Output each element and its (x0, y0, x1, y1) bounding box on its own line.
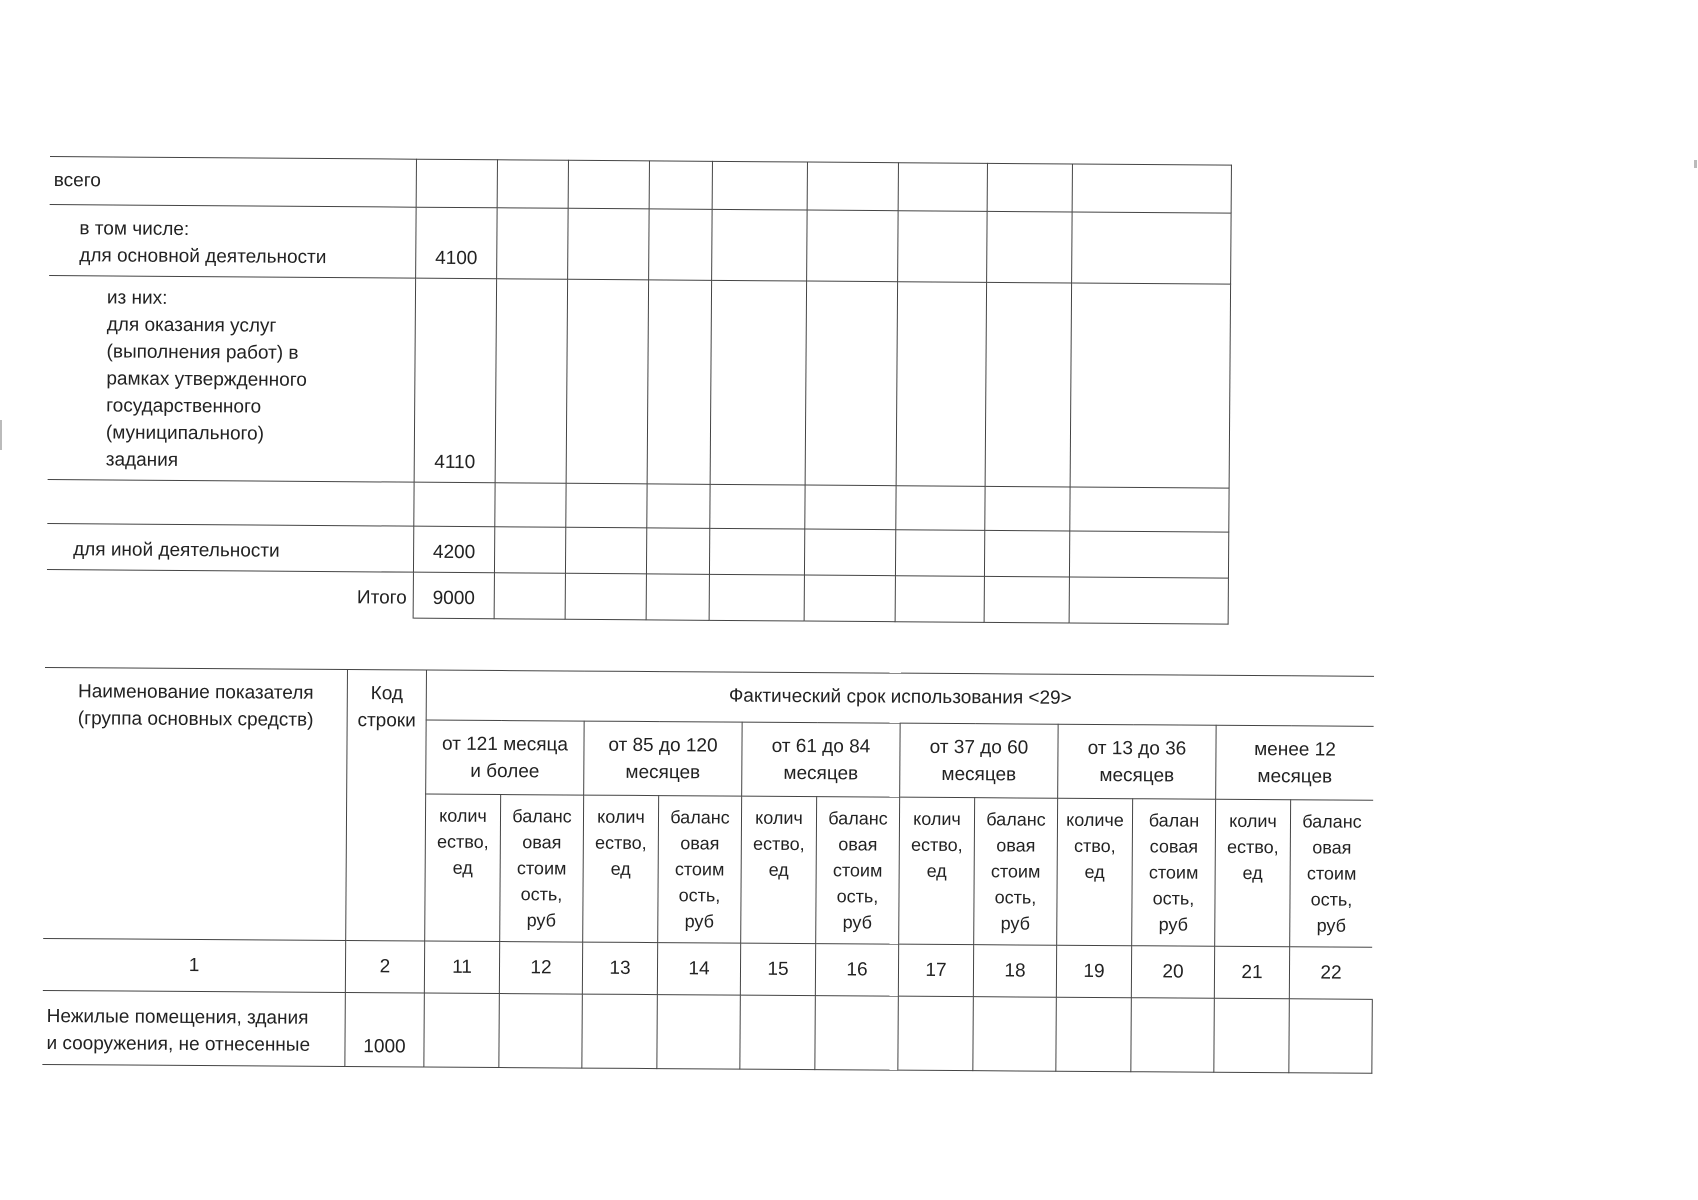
column-number: 14 (657, 943, 740, 996)
column-number: 19 (1056, 945, 1131, 997)
value-cell (740, 995, 815, 1069)
value-cell (495, 279, 567, 484)
value-cell (710, 484, 805, 529)
column-number: 15 (740, 943, 815, 995)
header-row (45, 668, 1374, 727)
row-name-empty (47, 479, 414, 526)
value-cell (709, 528, 804, 575)
value-cell (582, 994, 657, 1068)
value-cell (896, 486, 985, 531)
value-cell (1069, 531, 1228, 578)
unit-header-quantity: колич ество, ед (741, 796, 817, 943)
value-cell (568, 208, 650, 280)
unit-header-book-value: балан совая стоим ость, руб (1132, 799, 1216, 947)
value-cell (709, 574, 804, 621)
unit-header-quantity: колич ество, ед (899, 797, 975, 944)
value-cell (647, 280, 711, 484)
range-header: от 61 до 84 месяцев (742, 722, 900, 797)
value-cell (497, 160, 568, 209)
value-cell (987, 211, 1073, 283)
value-cell (565, 527, 646, 574)
column-number: 13 (582, 942, 657, 994)
value-cell (649, 209, 713, 280)
column-number: 17 (898, 944, 973, 996)
value-cell (1072, 164, 1231, 213)
row-name-other-activity: для иной деятельности (47, 523, 414, 572)
value-cell (1056, 997, 1131, 1071)
unit-header-book-value: баланс овая стоим ость, руб (1290, 800, 1373, 948)
range-header: менее 12 месяцев (1216, 725, 1374, 800)
column-header-actual-period: Фактический срок использования <29> (426, 670, 1374, 726)
unit-header-quantity: количе ство, ед (1057, 798, 1133, 945)
value-cell (1214, 998, 1289, 1072)
value-cell (495, 483, 566, 528)
value-cell (807, 210, 899, 282)
value-cell (805, 485, 896, 530)
column-number: 22 (1289, 947, 1372, 1000)
value-cell (895, 576, 984, 623)
table-row (42, 990, 1371, 1073)
value-cell (1070, 283, 1230, 488)
row-code: 4200 (413, 526, 494, 573)
range-header: от 121 месяца и более (426, 720, 584, 795)
value-cell (646, 528, 709, 574)
table-row (49, 204, 1231, 284)
row-name-total-sum: Итого (47, 569, 414, 618)
value-cell (646, 574, 709, 620)
value-cell (1070, 487, 1229, 532)
column-number: 12 (499, 942, 582, 995)
row-name-total: всего (50, 156, 417, 207)
row-name-state-assignment: из них: для оказания услуг (выполнения работ) в рамках утвержденного государственного (муниципального) задания (48, 275, 416, 482)
row-code: 9000 (413, 572, 494, 619)
range-header: от 13 до 36 месяцев (1058, 724, 1216, 799)
value-cell (1072, 212, 1232, 284)
column-number: 11 (424, 941, 499, 993)
unit-header-book-value: баланс овая стоим ость, руб (500, 795, 584, 943)
column-number: 20 (1131, 946, 1214, 999)
value-cell (710, 280, 806, 485)
row-code: 4100 (416, 207, 498, 279)
table-row (48, 275, 1231, 488)
scan-artifact (0, 420, 2, 450)
value-cell (896, 282, 986, 487)
value-cell (712, 161, 807, 210)
value-cell (815, 996, 898, 1071)
value-cell (649, 161, 712, 209)
table-row (50, 156, 1232, 213)
column-header-indicator-name: Наименование показателя (группа основных средств) (43, 668, 347, 941)
value-cell (565, 573, 646, 620)
unit-header-book-value: баланс овая стоим ость, руб (658, 796, 742, 944)
row-code: 1000 (345, 992, 424, 1067)
value-cell (898, 996, 973, 1070)
value-cell (499, 994, 582, 1069)
row-name-non-residential-premises: Нежилые помещения, здания и сооружения, не отнесенные (42, 990, 345, 1066)
value-cell (566, 483, 647, 528)
value-cell (657, 995, 740, 1070)
value-cell (1069, 577, 1228, 624)
column-number-row (43, 938, 1372, 999)
column-number: 18 (973, 945, 1056, 998)
row-name-main-activity: в том числе: для основной деятельности (49, 204, 416, 278)
value-cell (1131, 998, 1214, 1073)
value-cell (973, 997, 1056, 1072)
row-code: 4110 (414, 278, 496, 483)
value-cell (712, 209, 808, 281)
unit-header-book-value: баланс овая стоим ость, руб (816, 797, 900, 945)
unit-header-book-value: баланс овая стоим ость, руб (974, 798, 1058, 946)
unit-header-quantity: колич ество, ед (1215, 799, 1291, 946)
value-cell (987, 163, 1072, 212)
table-row (47, 569, 1229, 624)
value-cell (805, 281, 897, 486)
fixed-assets-purpose-table (47, 156, 1232, 625)
column-number: 16 (815, 944, 898, 997)
value-cell (804, 575, 895, 622)
column-number: 1 (43, 938, 346, 992)
value-cell (497, 208, 569, 280)
row-code (416, 159, 497, 208)
scan-artifact (1694, 160, 1697, 168)
row-code (414, 482, 495, 527)
column-number: 2 (345, 941, 424, 994)
value-cell (804, 529, 895, 576)
column-number: 21 (1214, 946, 1289, 998)
value-cell (985, 282, 1071, 487)
value-cell (1289, 999, 1372, 1074)
value-cell (647, 484, 710, 528)
value-cell (566, 279, 648, 484)
value-cell (898, 211, 988, 283)
value-cell (494, 573, 565, 620)
value-cell (984, 530, 1069, 577)
range-header: от 37 до 60 месяцев (900, 723, 1058, 798)
column-header-row-code: Код строки (346, 670, 427, 942)
value-cell (984, 576, 1069, 623)
value-cell (898, 163, 987, 212)
value-cell (568, 160, 649, 209)
range-header: от 85 до 120 месяцев (584, 721, 742, 796)
value-cell (424, 993, 499, 1067)
unit-header-quantity: колич ество, ед (583, 795, 659, 942)
value-cell (985, 486, 1070, 531)
value-cell (494, 527, 565, 574)
value-cell (807, 162, 898, 211)
unit-header-quantity: колич ество, ед (425, 794, 501, 941)
fixed-assets-usage-period-table (42, 667, 1374, 1074)
value-cell (895, 530, 984, 577)
